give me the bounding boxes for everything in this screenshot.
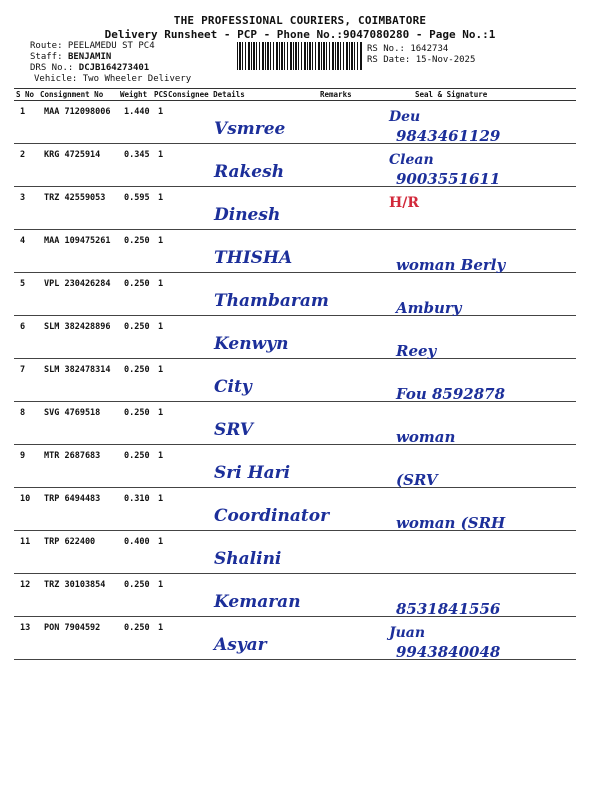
pcs-cell: 1	[158, 408, 164, 418]
signature-handwriting: Clean	[389, 152, 434, 168]
consignee-handwriting: Kenwyn	[214, 334, 289, 354]
rs-date: RS Date: 15-Nov-2025	[367, 55, 476, 65]
consignment-cell: MAA 109475261	[44, 236, 111, 246]
table-row	[14, 187, 576, 230]
remarks-cell	[324, 230, 379, 272]
consignment-cell: VPL 230426284	[44, 279, 111, 289]
table-row	[14, 531, 576, 574]
consignee-handwriting: Dinesh	[214, 205, 281, 225]
consignment-cell: TRP 622400	[44, 537, 96, 547]
table-row	[14, 316, 576, 359]
remarks-cell	[324, 488, 379, 530]
table-row	[14, 359, 576, 402]
weight-cell: 0.250	[124, 365, 150, 375]
sno-cell: 13	[20, 623, 31, 633]
sno-cell: 3	[20, 193, 26, 203]
sno-cell: 1	[20, 107, 26, 117]
signature-phone-handwriting: 9943840048	[396, 643, 501, 661]
consignment-cell: PON 7904592	[44, 623, 101, 633]
signature-phone-handwriting: Fou 8592878	[396, 385, 506, 403]
sno-cell: 5	[20, 279, 26, 289]
weight-cell: 0.400	[124, 537, 150, 547]
table-header	[14, 89, 576, 101]
signature-phone-handwriting: woman (SRH	[396, 514, 506, 532]
pcs-cell: 1	[158, 494, 164, 504]
table-row	[14, 273, 576, 316]
weight-cell: 0.345	[124, 150, 150, 160]
pcs-cell: 1	[158, 537, 164, 547]
pcs-cell: 1	[158, 193, 164, 203]
signature-phone-handwriting: 9003551611	[396, 170, 501, 188]
remarks-cell	[324, 316, 379, 358]
remarks-cell	[324, 144, 379, 186]
page-subtitle: Delivery Runsheet - PCP - Phone No.:9047080280 - Page No.:1	[104, 28, 496, 41]
page-title: THE PROFESSIONAL COURIERS, COIMBATORE	[173, 14, 427, 27]
pcs-cell: 1	[158, 623, 164, 633]
weight-cell: 0.310	[124, 494, 150, 504]
remarks-cell	[324, 574, 379, 616]
signature-handwriting: Juan	[389, 625, 426, 641]
consignment-cell: MTR 2687683	[44, 451, 101, 461]
table-row	[14, 402, 576, 445]
col-consignee: Consignee Details	[168, 90, 245, 99]
signature-phone-handwriting: (SRV	[396, 471, 438, 489]
consignee-handwriting: Vsmree	[214, 119, 286, 139]
consignment-cell: TRP 6494483	[44, 494, 101, 504]
sno-cell: 8	[20, 408, 26, 418]
consignee-handwriting: Sri Hari	[214, 463, 291, 483]
weight-cell: 0.250	[124, 451, 150, 461]
consignee-handwriting: Asyar	[214, 635, 267, 655]
col-remarks: Remarks	[320, 90, 352, 99]
runsheet-table	[14, 88, 576, 660]
table-row	[14, 101, 576, 144]
consignee-handwriting: City	[214, 377, 252, 397]
consignee-handwriting: Thambaram	[214, 291, 329, 311]
weight-cell: 0.250	[124, 623, 150, 633]
pcs-cell: 1	[158, 365, 164, 375]
pcs-cell: 1	[158, 107, 164, 117]
col-weight: Weight	[120, 90, 148, 99]
sno-cell: 12	[20, 580, 31, 590]
signature-handwriting: H/R	[389, 195, 419, 211]
sno-cell: 7	[20, 365, 26, 375]
rs-number: RS No.: 1642734	[367, 44, 449, 54]
route-text: Route: PEELAMEDU ST PC4	[30, 41, 155, 51]
signature-cell	[379, 531, 576, 573]
consignee-handwriting: Rakesh	[214, 162, 285, 182]
pcs-cell: 1	[158, 451, 164, 461]
table-row	[14, 488, 576, 531]
signature-phone-handwriting: woman Berly	[396, 256, 506, 274]
sno-cell: 4	[20, 236, 26, 246]
consignee-handwriting: THISHA	[214, 248, 293, 268]
consignment-cell: SLM 382478314	[44, 365, 111, 375]
signature-phone-handwriting: Ambury	[396, 299, 462, 317]
remarks-cell	[324, 273, 379, 315]
sno-cell: 11	[20, 537, 31, 547]
remarks-cell	[324, 445, 379, 487]
drs-label: DRS No.:	[30, 63, 74, 73]
signature-phone-handwriting: 8531841556	[396, 600, 501, 618]
consignee-handwriting: Coordinator	[214, 506, 330, 526]
weight-cell: 0.250	[124, 580, 150, 590]
weight-cell: 0.250	[124, 408, 150, 418]
drs-value: DCJB164273401	[78, 63, 150, 73]
vehicle-text: Vehicle: Two Wheeler Delivery	[34, 74, 192, 84]
weight-cell: 1.440	[124, 107, 150, 117]
col-sno: S No	[16, 90, 35, 99]
sno-cell: 2	[20, 150, 26, 160]
signature-phone-handwriting: woman	[396, 428, 456, 446]
table-row	[14, 445, 576, 488]
pcs-cell: 1	[158, 322, 164, 332]
signature-handwriting: Deu	[389, 109, 421, 125]
pcs-cell: 1	[158, 236, 164, 246]
consignment-cell: SVG 4769518	[44, 408, 101, 418]
staff-label: Staff:	[30, 52, 63, 62]
col-consignment: Consignment No	[40, 90, 104, 99]
consignee-handwriting: Kemaran	[214, 592, 301, 612]
staff-line	[30, 52, 111, 63]
table-body	[14, 101, 576, 660]
consignment-cell: KRG 4725914	[44, 150, 101, 160]
remarks-cell	[324, 187, 379, 229]
weight-cell: 0.595	[124, 193, 150, 203]
remarks-cell	[324, 101, 379, 143]
remarks-cell	[324, 617, 379, 659]
weight-cell: 0.250	[124, 279, 150, 289]
table-row	[14, 144, 576, 187]
remarks-cell	[324, 402, 379, 444]
drs-line	[30, 63, 149, 74]
weight-cell: 0.250	[124, 322, 150, 332]
staff-value: BENJAMIN	[67, 52, 112, 62]
rs-info	[367, 44, 475, 66]
col-signature: Seal & Signature	[415, 90, 488, 99]
consignment-cell: SLM 382428896	[44, 322, 111, 332]
table-row	[14, 230, 576, 273]
consignee-handwriting: SRV	[214, 420, 253, 440]
sno-cell: 10	[20, 494, 31, 504]
remarks-cell	[324, 531, 379, 573]
pcs-cell: 1	[158, 580, 164, 590]
pcs-cell: 1	[158, 150, 164, 160]
sno-cell: 9	[20, 451, 26, 461]
remarks-cell	[324, 359, 379, 401]
signature-phone-handwriting: Reey	[396, 342, 437, 360]
consignee-handwriting: Shalini	[214, 549, 282, 569]
barcode-image	[237, 42, 363, 70]
sno-cell: 6	[20, 322, 26, 332]
consignment-cell: TRZ 30103854	[44, 580, 106, 590]
pcs-cell: 1	[158, 279, 164, 289]
table-row	[14, 617, 576, 660]
signature-phone-handwriting: 9843461129	[396, 127, 501, 145]
table-row	[14, 574, 576, 617]
consignment-cell: MAA 712098006	[44, 107, 111, 117]
consignment-cell: TRZ 42559053	[44, 193, 106, 203]
weight-cell: 0.250	[124, 236, 150, 246]
col-pcs: PCS	[154, 90, 168, 99]
